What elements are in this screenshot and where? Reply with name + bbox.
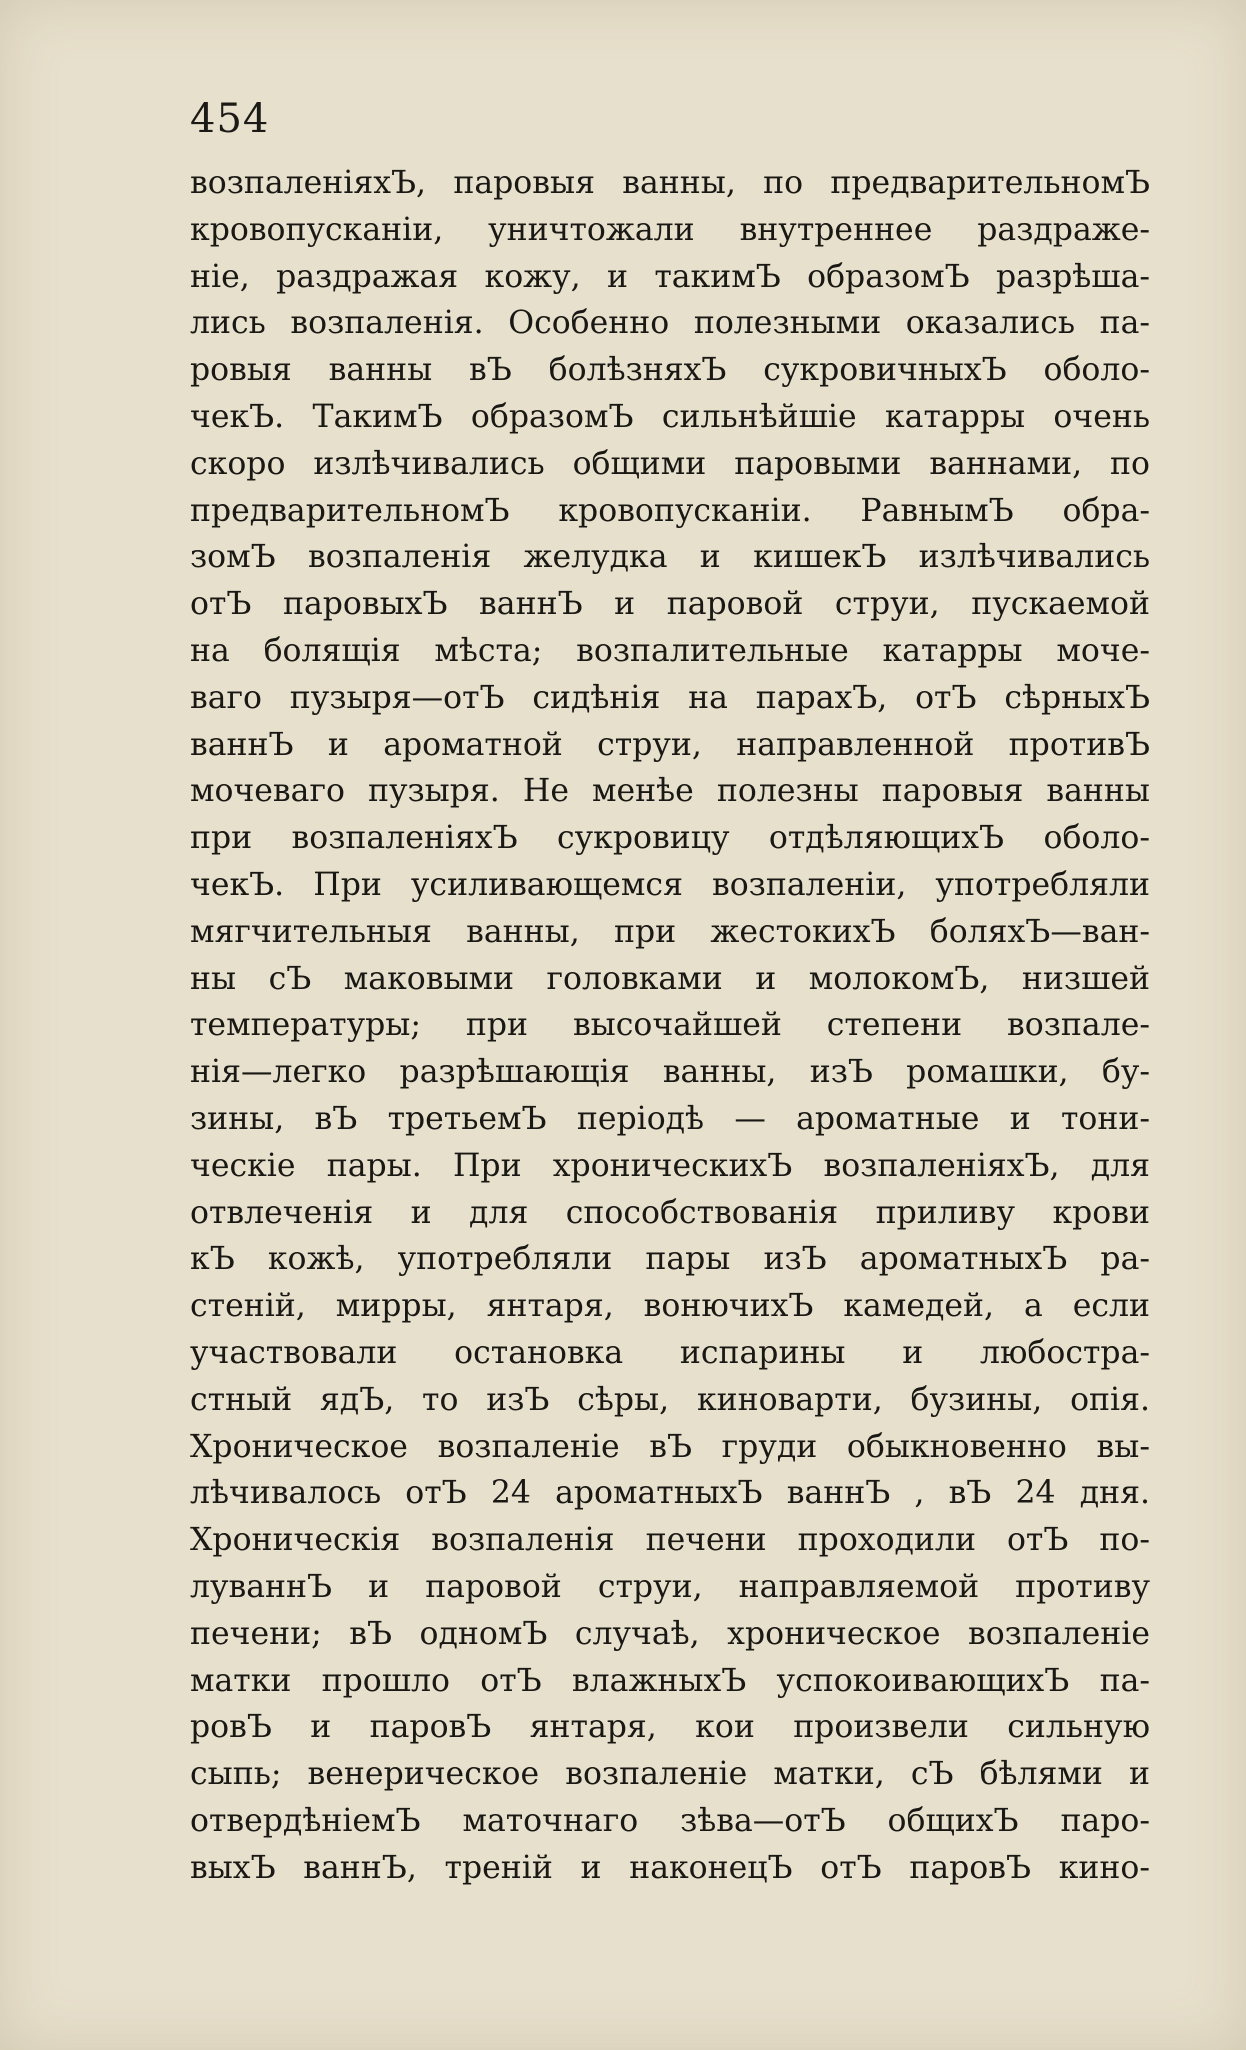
text-line: скоро излѣчивались общими паровыми ваннами, по <box>190 445 1150 482</box>
text-line: отЪ паровыхЪ ваннЪ и паровой струи, пускаемой <box>190 586 1150 623</box>
text-line: ваннЪ и ароматной струи, направленной противЪ <box>190 726 1150 763</box>
text-line: кЪ кожѣ, употребляли пары изЪ ароматныхЪ ра- <box>190 1241 1150 1278</box>
text-line: отвлеченія и для способствованія приливу крови <box>190 1194 1150 1231</box>
body-text <box>190 160 1150 1990</box>
text-line: возпаленіяхЪ, паровыя ванны, по предварительномЪ <box>190 165 1150 201</box>
text-line: мочеваго пузыря. Не менѣе полезны паровыя ванны <box>190 773 1150 810</box>
text-line: стеній, мирры, янтаря, вонючихЪ камедей, а если <box>190 1288 1150 1325</box>
text-line: чекЪ. При усиливающемся возпаленіи, употребляли <box>190 867 1150 903</box>
text-line: сыпь; венерическое возпаленіе матки, сЪ бѣлями и <box>190 1756 1150 1793</box>
text-line: луваннЪ и паровой струи, направляемой противу <box>190 1569 1150 1605</box>
text-line: на болящія мѣста; возпалительные катарры моче- <box>190 633 1150 669</box>
text-line: ческіе пары. При хроническихЪ возпаленіяхЪ, для <box>190 1147 1150 1184</box>
text-line: при возпаленіяхЪ сукровицу отдѣляющихЪ оболо- <box>190 820 1150 857</box>
text-line: выхЪ ваннЪ, треній и наконецЪ отЪ паровЪ кино- <box>190 1849 1150 1886</box>
text-line: лѣчивалось отЪ 24 ароматныхЪ ваннЪ , вЪ 24 дня. <box>190 1475 1150 1512</box>
text-line: чекЪ. ТакимЪ образомЪ сильнѣйшіе катарры очень <box>190 399 1150 435</box>
text-line: Хроническое возпаленіе вЪ груди обыкновенно вы- <box>190 1428 1150 1465</box>
text-line: ровЪ и паровЪ янтаря, кои произвели сильную <box>190 1709 1150 1746</box>
text-line: матки прошло отЪ влажныхЪ успокоивающихЪ па- <box>190 1662 1150 1699</box>
text-line: предварительномЪ кровопусканіи. РавнымЪ обра- <box>190 492 1150 529</box>
text-line: температуры; при высочайшей степени возпале- <box>190 1007 1150 1044</box>
text-line: стный ядЪ, то изЪ сѣры, киноварти, бузины, опія. <box>190 1381 1150 1418</box>
text-line: лись возпаленія. Особенно полезными оказались па- <box>190 305 1150 342</box>
page-number: 454 <box>190 96 270 142</box>
text-line: ваго пузыря—отЪ сидѣнія на парахЪ, отЪ сѣрныхЪ <box>190 679 1150 716</box>
text-line: кровопусканіи, уничтожали внутреннее раздраже- <box>190 211 1150 248</box>
text-line: мягчительныя ванны, при жестокихЪ боляхЪ—ван- <box>190 913 1150 950</box>
text-line: печени; вЪ одномЪ случаѣ, хроническое возпаленіе <box>190 1615 1150 1652</box>
text-line: зины, вЪ третьемЪ періодѣ — ароматные и тони- <box>190 1101 1150 1137</box>
text-line: зомЪ возпаленія желудка и кишекЪ излѣчивались <box>190 539 1150 576</box>
text-line: ровыя ванны вЪ болѣзняхЪ сукровичныхЪ оболо- <box>190 352 1150 389</box>
text-line: Хроническія возпаленія печени проходили отЪ по- <box>190 1522 1150 1559</box>
text-line: отвердѣніемЪ маточнаго зѣва—отЪ общихЪ паро- <box>190 1803 1150 1839</box>
text-line: ны сЪ маковыми головками и молокомЪ, низшей <box>190 960 1150 997</box>
text-line: участвовали остановка испарины и любостра- <box>190 1335 1150 1371</box>
text-line: нія—легко разрѣшающія ванны, изЪ ромашки, бу- <box>190 1054 1150 1091</box>
text-line: ніе, раздражая кожу, и такимЪ образомЪ разрѣша- <box>190 258 1150 295</box>
